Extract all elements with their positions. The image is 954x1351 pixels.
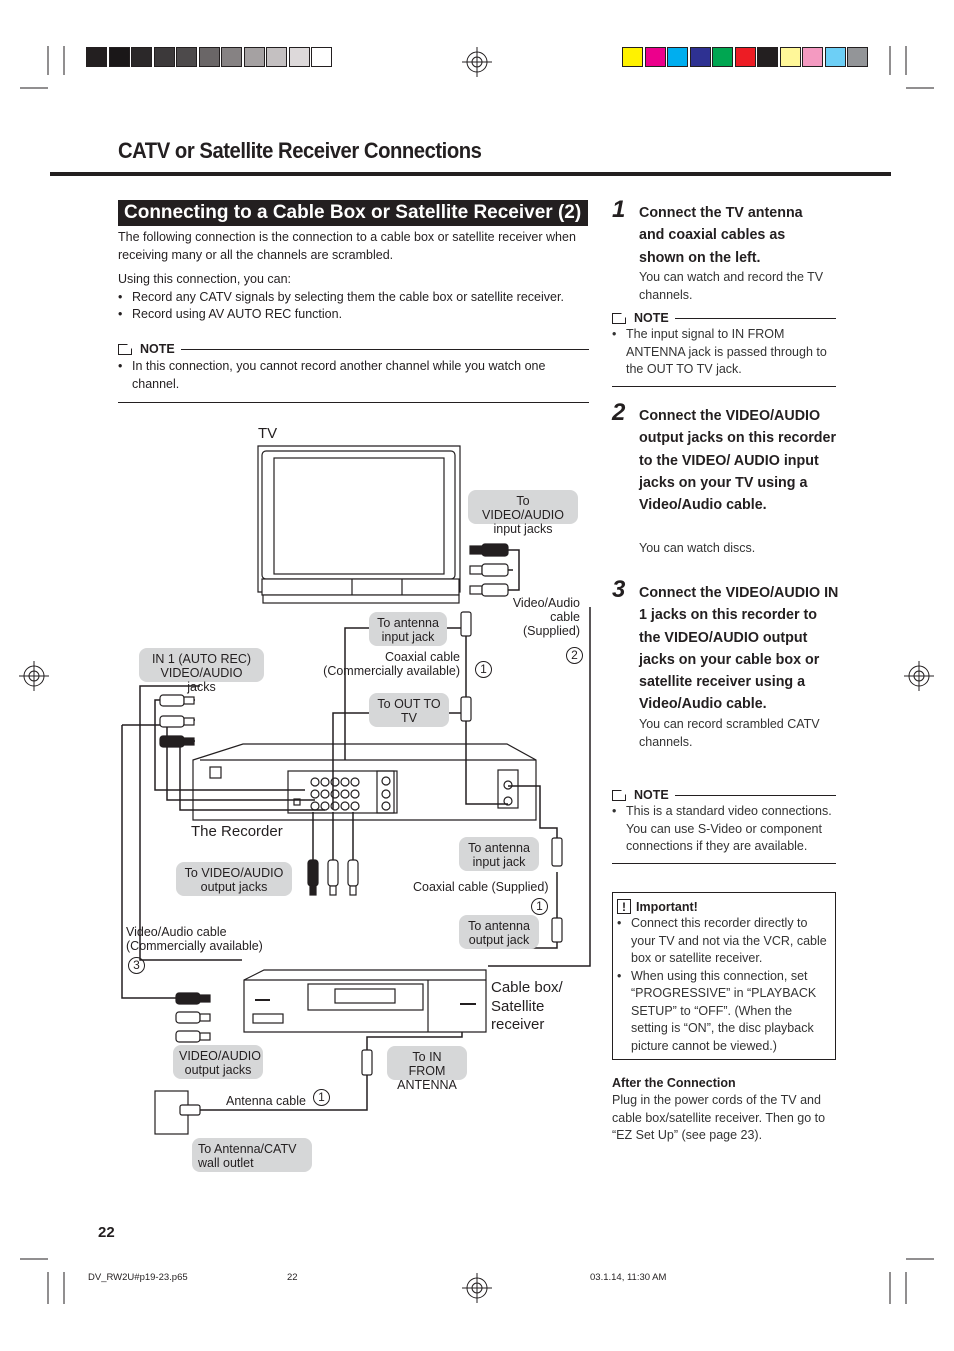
important-heading: ! Important! <box>617 899 831 914</box>
note-heading: NOTE <box>612 311 836 325</box>
callout-antenna-input-top: To antenna input jack <box>369 612 447 646</box>
in1-plugs <box>160 695 194 747</box>
cable-box-illustration <box>244 970 486 1032</box>
recorder-illustration <box>193 744 536 820</box>
va-output-plugs <box>308 860 358 895</box>
callout-in-from-antenna: To IN FROM ANTENNA <box>387 1046 467 1080</box>
intro-bullet: • Record using AV AUTO REC function. <box>118 306 590 324</box>
after-connection <box>612 1075 838 1145</box>
footer-file: DV_RW2U#p19-23.p65 <box>88 1272 188 1283</box>
divider <box>612 386 836 387</box>
callout-wall-outlet: To Antenna/CATV wall outlet <box>192 1138 312 1172</box>
intro-lead: Using this connection, you can: <box>118 272 292 286</box>
right-note-2 <box>612 788 836 856</box>
callout-va-output-jacks: VIDEO/AUDIO output jacks <box>173 1045 263 1079</box>
tv-illustration <box>258 446 460 603</box>
step-desc: You can watch and record the TV channels. <box>639 270 824 302</box>
important-bullet: • Connect this recorder directly to your TV and not via the VCR, cable box or satellite receiver. <box>617 915 831 968</box>
page-number: 22 <box>98 1224 115 1241</box>
right-note-1 <box>612 311 836 379</box>
tv-av-plugs <box>470 544 508 596</box>
callout-in1-jacks: IN 1 (AUTO REC) VIDEO/AUDIO jacks <box>139 648 264 682</box>
note-icon <box>612 790 626 801</box>
after-heading: After the Connection <box>612 1076 736 1090</box>
tv-label: TV <box>258 425 278 442</box>
cablebox-label: Cable box/ Satellite receiver <box>491 979 563 1033</box>
footer-page: 22 <box>287 1272 298 1283</box>
marker-1: 1 <box>313 1089 330 1106</box>
marker-3: 3 <box>128 957 145 974</box>
important-box <box>612 892 836 1060</box>
marker-1: 1 <box>475 661 492 678</box>
note-heading: NOTE <box>118 342 589 356</box>
chapter-title: CATV or Satellite Receiver Connections <box>118 138 482 163</box>
step-number: 3 <box>612 576 626 603</box>
divider <box>612 863 836 864</box>
step-title: Connect the VIDEO/AUDIO output jacks on this recorder to the VIDEO/ AUDIO input jacks on your TV using a Video/Audio cable. <box>639 408 837 514</box>
marker-1: 1 <box>531 898 548 915</box>
section-title: Connecting to a Cable Box or Satellite Receiver (2) <box>118 200 588 226</box>
label-va-cable-commercial: Video/Audio cable (Commercially available) <box>126 925 263 953</box>
note-bullet: • The input signal to IN FROM ANTENNA jack is passed through to the OUT TO TV jack. <box>612 326 836 379</box>
step-desc: You can record scrambled CATV channels. <box>639 717 820 749</box>
note-icon <box>612 313 626 324</box>
step-number: 1 <box>612 196 626 223</box>
note-bullet: • In this connection, you cannot record another channel while you watch one channel. <box>118 358 589 393</box>
callout-va-output: To VIDEO/AUDIO output jacks <box>176 862 292 896</box>
callout-antenna-input-mid: To antenna input jack <box>459 837 539 871</box>
label-coax-commercial: Coaxial cable (Commercially available) <box>323 650 460 678</box>
step-title: Connect the VIDEO/AUDIO IN 1 jacks on this recorder to the VIDEO/AUDIO output jacks on your cable box or satellite receiver using a Video/Audio cable. <box>639 585 839 713</box>
note-bullet: • This is a standard video connections. You can use S-Video or component connections if they are available. <box>612 803 836 856</box>
callout-antenna-output: To antenna output jack <box>459 915 539 949</box>
step-desc: You can watch discs. <box>639 541 756 555</box>
marker-2: 2 <box>566 647 583 664</box>
warning-icon: ! <box>617 899 631 914</box>
important-bullet: • When using this connection, set “PROGRESSIVE” in “PLAYBACK SETUP” to “OFF”. (When the setting is “ON”, the disc playback picture cannot be viewed.) <box>617 968 831 1056</box>
after-text: Plug in the power cords of the TV and cable box/satellite receiver. Then go to “EZ Set Up” (see page 23). <box>612 1093 826 1142</box>
recorder-label: The Recorder <box>191 823 283 840</box>
label-va-cable-supplied: Video/Audio cable (Supplied) <box>512 596 580 638</box>
callout-out-to-tv: To OUT TO TV <box>369 693 449 727</box>
label-coax-supplied: Coaxial cable (Supplied) <box>413 880 549 894</box>
intro-bullet: • Record any CATV signals by selecting them the cable box or satellite receiver. <box>118 289 590 307</box>
step-number: 2 <box>612 399 626 426</box>
cablebox-av-plugs <box>176 993 210 1042</box>
label-antenna-cable: Antenna cable <box>226 1094 306 1108</box>
callout-tv-va-input: To VIDEO/AUDIO input jacks <box>468 490 578 524</box>
intro-paragraph: The following connection is the connection to a cable box or satellite receiver when receiving many or all the channels are scrambled. <box>118 230 576 262</box>
note-heading: NOTE <box>612 788 836 802</box>
step-title: Connect the TV antenna and coaxial cables as shown on the left. <box>639 205 803 266</box>
footer-date: 03.1.14, 11:30 AM <box>590 1272 667 1283</box>
